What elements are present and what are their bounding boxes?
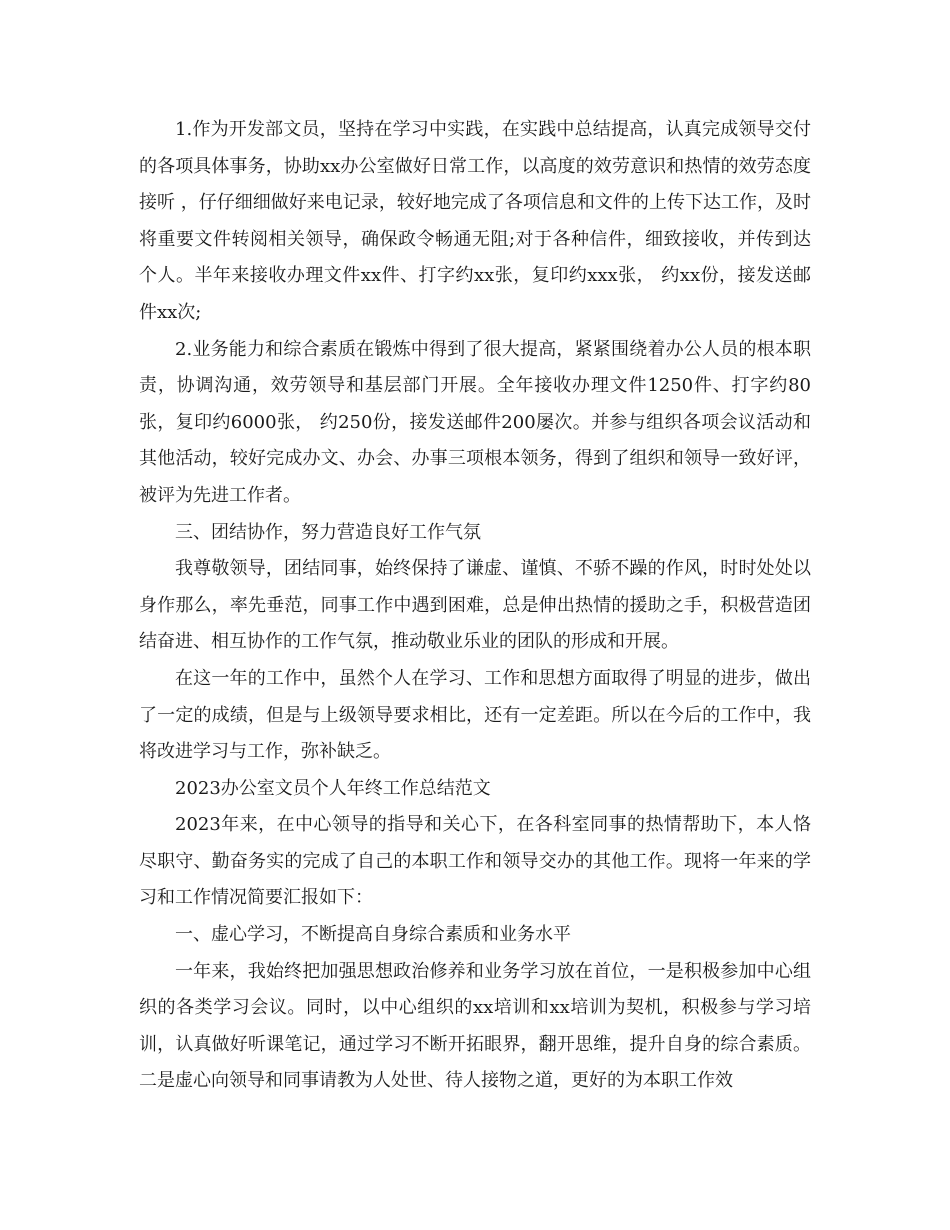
paragraph-9: 一年来，我始终把加强思想政治修养和业务学习放在首位，一是积极参加中心组织的各类学习会议。同时，以中心组织的xx培训和xx培训为契机，积极参与学习培训，认真做好听课笔记，通过学习不断开拓眼界，翻开思维，提升自身的综合素质。二是虚心向领导和同事请教为人处世、待人接物之道，更好的为本职工作效 [139, 960, 811, 1092]
paragraph-2: 2.业务能力和综合素质在锻炼中得到了很大提高，紧紧围绕着办公人员的根本职责，协调沟通，效劳领导和基层部门开展。全年接收办理文件1250件、打字约80张，复印约6000张， 约250份，接发送邮件200屡次。并参与组织各项会议活动和其他活动，较好完成办文、办会、办事三项根本领务，得到了组织和领导一致好评，被评为先进工作者。 [139, 338, 811, 506]
paragraph-5: 在这一年的工作中，虽然个人在学习、工作和思想方面取得了明显的进步，做出了一定的成绩，但是与上级领导要求相比，还有一定差距。所以在今后的工作中，我将改进学习与工作，弥补缺乏。 [139, 667, 811, 763]
document-body [139, 112, 811, 1100]
section-heading-3: 三、团结协作，努力营造良好工作气氛 [175, 521, 481, 543]
paragraph-4: 我尊敬领导，团结同事，始终保持了谦虚、谨慎、不骄不躁的作风，时时处处以身作那么，率先垂范，同事工作中遇到困难，总是伸出热情的援助之手，积极营造团结奋进、相互协作的工作气氛，推动敬业乐业的团队的形成和开展。 [139, 558, 811, 653]
paragraph-1: 1.作为开发部文员，坚持在学习中实践，在实践中总结提高，认真完成领导交付的各项具体事务，协助xx办公室做好日常工作，以高度的效劳意识和热情的效劳态度接听 ，仔仔细细做好来电记录，较好地完成了各项信息和文件的上传下达工作，及时将重要文件转阅相关领导，确保政令畅通无阻;对于各种信件，细致接收，并传到达个人。半年来接收办理文件xx件、打字约xx张，复印约xxx张， 约xx份，接发送邮件xx次; [139, 119, 811, 323]
section-heading-1: 一、虚心学习，不断提高自身综合素质和业务水平 [175, 924, 571, 946]
article-title: 2023办公室文员个人年终工作总结范文 [175, 777, 491, 799]
paragraph-7: 2023年来，在中心领导的指导和关心下，在各科室同事的热情帮助下，本人恪尽职守、勤奋务实的完成了自己的本职工作和领导交办的其他工作。现将一年来的学习和工作情况简要汇报如下： [139, 814, 811, 909]
